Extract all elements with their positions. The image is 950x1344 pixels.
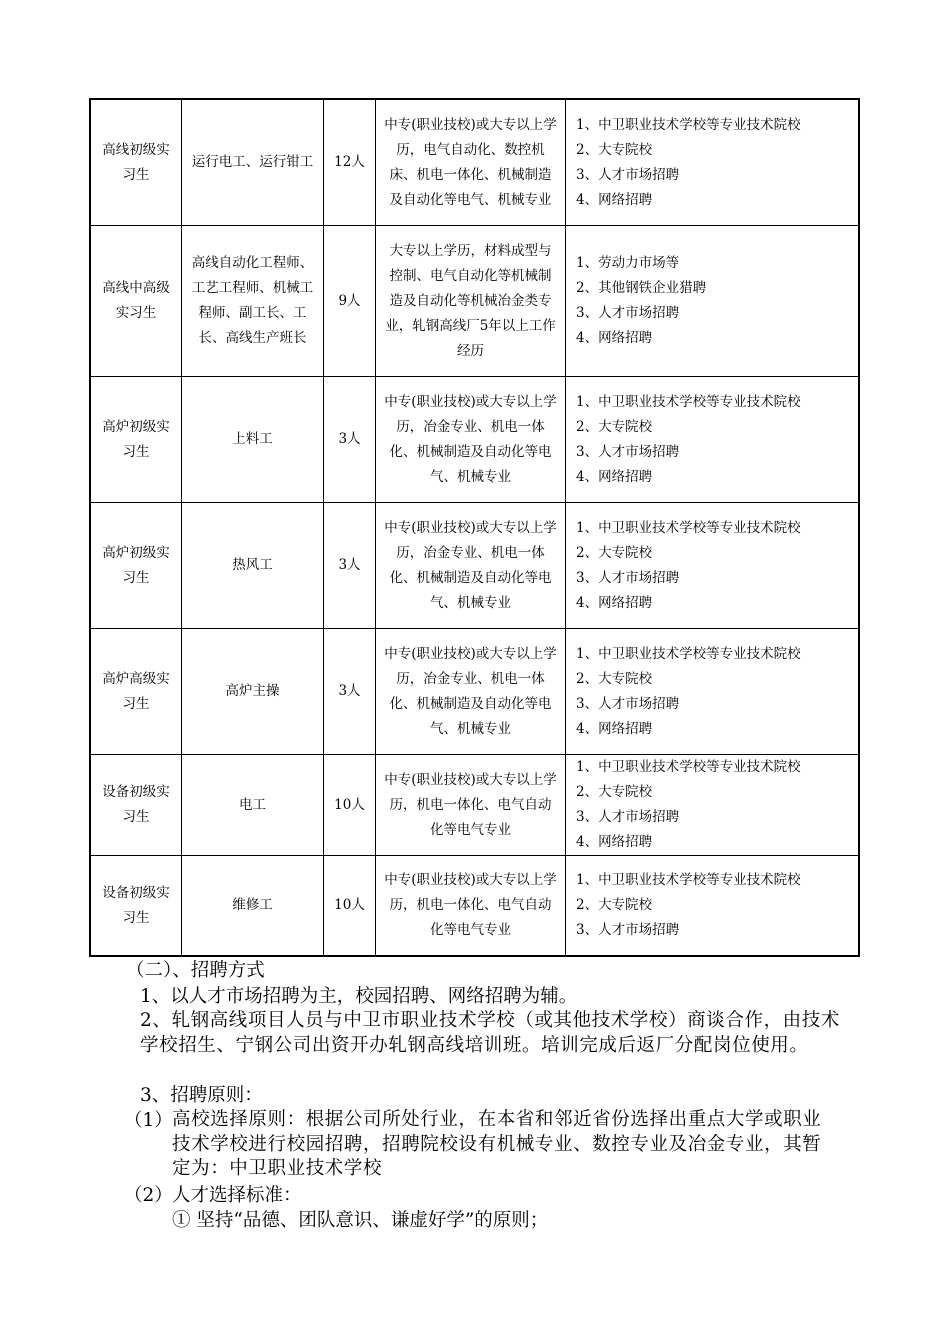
channel-item: 3、人才市场招聘 (576, 166, 680, 183)
requirement-cell: 大专以上学历，材料成型与控制、电气自动化等机械制造及自动化等机械冶金类专业，轧钢高线厂5年以上工作经历 (376, 226, 566, 377)
principle-1-text: 高校选择原则：根据公司所处行业，在本省和邻近省份选择出重点大学或职业技术学校进行校园招聘，招聘院校设有机械专业、数控专业及冶金专业，其暂定为：中卫职业技术学校 (172, 1109, 822, 1179)
section-heading: （二）、招聘方式 (126, 960, 265, 981)
requirement-cell: 中专(职业技校)或大专以上学历，机电一体化、电气自动化等电气专业 (376, 856, 566, 956)
job-cell: 电工 (182, 755, 324, 856)
count-cell: 9人 (324, 226, 376, 377)
channel-item: 3、人才市场招聘 (576, 569, 680, 586)
count-cell: 3人 (324, 377, 376, 503)
count-cell: 3人 (324, 503, 376, 629)
channel-item: 1、中卫职业技术学校等专业技术院校 (576, 116, 801, 133)
table-row (91, 377, 859, 503)
job-cell: 高炉主操 (182, 629, 324, 755)
job-cell: 维修工 (182, 856, 324, 956)
channel-item: 4、网络招聘 (576, 330, 653, 346)
channel-cell (566, 755, 859, 856)
position-cell: 设备初级实习生 (91, 755, 182, 856)
channel-item: 1、中卫职业技术学校等专业技术院校 (576, 759, 801, 775)
count-cell: 10人 (324, 755, 376, 856)
channel-item: 1、中卫职业技术学校等专业技术院校 (576, 519, 801, 536)
channel-cell (566, 503, 859, 629)
channel-item: 3、人才市场招聘 (576, 922, 680, 938)
channel-item: 1、中卫职业技术学校等专业技术院校 (576, 872, 801, 888)
channel-item: 3、人才市场招聘 (576, 305, 680, 321)
channel-item: 3、人才市场招聘 (576, 695, 680, 712)
method-item-1: 1、以人才市场招聘为主，校园招聘、网络招聘为辅。 (140, 986, 578, 1007)
requirement-cell: 中专(职业技校)或大专以上学历，机电一体化、电气自动化等电气专业 (376, 755, 566, 856)
channel-item: 2、大专院校 (576, 670, 653, 687)
channel-item: 2、大专院校 (576, 418, 653, 435)
table-body (91, 100, 859, 956)
table-row (91, 856, 859, 956)
channel-item: 4、网络招聘 (576, 468, 653, 485)
channel-item: 4、网络招聘 (576, 191, 653, 208)
channel-cell (566, 629, 859, 755)
table-row (91, 503, 859, 629)
table-row (91, 755, 859, 856)
channel-item: 4、网络招聘 (576, 720, 653, 737)
channel-cell (566, 226, 859, 377)
table-row (91, 100, 859, 226)
job-cell: 高线自动化工程师、工艺工程师、机械工程师、副工长、工长、高线生产班长 (182, 226, 324, 377)
position-cell: 高线中高级实习生 (91, 226, 182, 377)
channel-item: 2、大专院校 (576, 544, 653, 561)
job-cell: 运行电工、运行钳工 (182, 100, 324, 226)
job-cell: 上料工 (182, 377, 324, 503)
channel-item: 4、网络招聘 (576, 594, 653, 611)
channel-item: 1、中卫职业技术学校等专业技术院校 (576, 645, 801, 662)
method-item-3: 3、招聘原则： (140, 1085, 263, 1106)
job-cell: 热风工 (182, 503, 324, 629)
count-cell: 10人 (324, 856, 376, 956)
channel-cell (566, 100, 859, 226)
requirement-cell: 中专(职业技校)或大专以上学历，冶金专业、机电一体化、机械制造及自动化等电气、机械专业 (376, 503, 566, 629)
channel-item: 2、大专院校 (576, 897, 653, 913)
recruitment-table (90, 99, 859, 956)
principle-2-label: （2） (124, 1185, 173, 1206)
requirement-cell: 中专(职业技校)或大专以上学历，冶金专业、机电一体化、机械制造及自动化等电气、机械专业 (376, 377, 566, 503)
method-item-2-text: 2、轧钢高线项目人员与中卫市职业技术学校（或其他技术学校）商谈合作，由技术学校招生、宁钢公司出资开办轧钢高线培训班。培训完成后返厂分配岗位使用。 (140, 1010, 840, 1056)
channel-item: 2、其他钢铁企业猎聘 (576, 280, 707, 296)
channel-item: 2、大专院校 (576, 141, 653, 158)
channel-item: 2、大专院校 (576, 784, 653, 800)
requirement-cell: 中专(职业技校)或大专以上学历，电气自动化、数控机床、机电一体化、机械制造及自动化等电气、机械专业 (376, 100, 566, 226)
method-item-2 (140, 1009, 840, 1058)
table-row (91, 226, 859, 377)
position-cell: 高炉高级实习生 (91, 629, 182, 755)
channel-item: 3、人才市场招聘 (576, 809, 680, 825)
principle-2-item-1: ① 坚持“品德、团队意识、谦虚好学”的原则； (172, 1210, 549, 1231)
principle-2-text: 人才选择标准： (172, 1185, 302, 1206)
channel-item: 1、劳动力市场等 (576, 255, 680, 271)
position-cell: 高炉初级实习生 (91, 377, 182, 503)
requirement-cell: 中专(职业技校)或大专以上学历，冶金专业、机电一体化、机械制造及自动化等电气、机械专业 (376, 629, 566, 755)
channel-item: 3、人才市场招聘 (576, 443, 680, 460)
position-cell: 高线初级实习生 (91, 100, 182, 226)
position-cell: 设备初级实习生 (91, 856, 182, 956)
channel-cell (566, 856, 859, 956)
principle-1-label: （1） (124, 1110, 173, 1131)
count-cell: 3人 (324, 629, 376, 755)
channel-item: 1、中卫职业技术学校等专业技术院校 (576, 393, 801, 410)
channel-cell (566, 377, 859, 503)
count-cell: 12人 (324, 100, 376, 226)
channel-item: 4、网络招聘 (576, 834, 653, 850)
position-cell: 高炉初级实习生 (91, 503, 182, 629)
table-row (91, 629, 859, 755)
